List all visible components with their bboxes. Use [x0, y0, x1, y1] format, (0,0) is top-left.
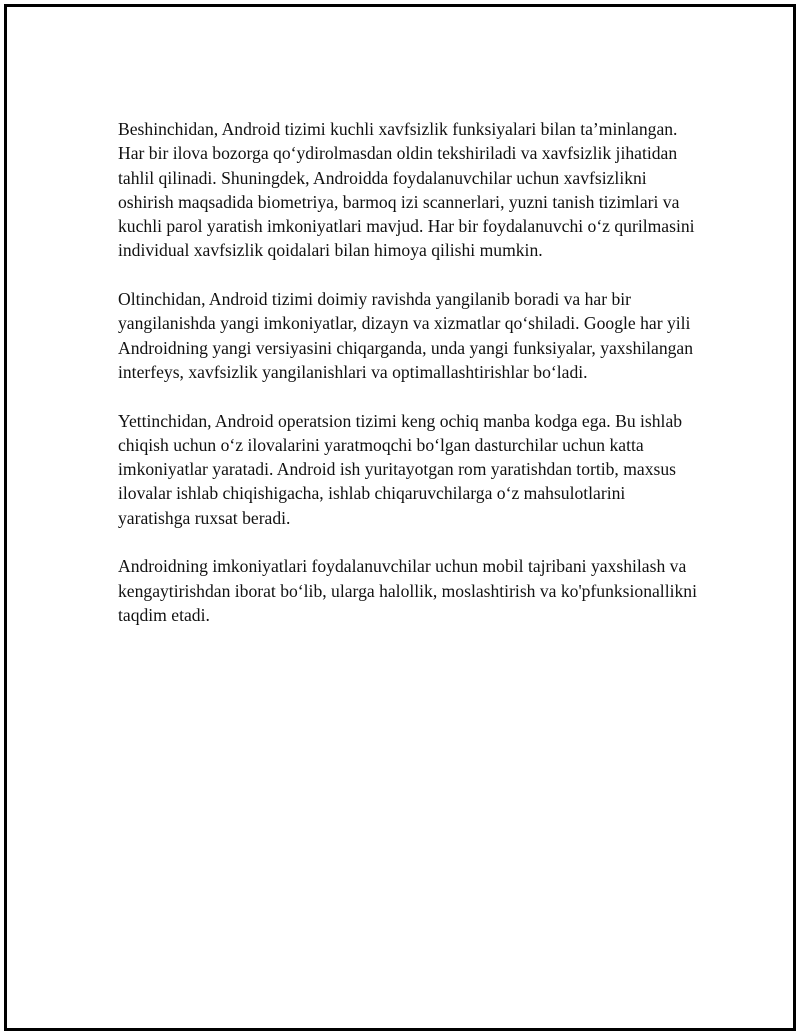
paragraph-security: Beshinchidan, Android tizimi kuchli xavfsizlik funksiyalari bilan ta’minlangan. Har bir ilova bozorga qo‘ydirolmasdan oldin tekshiriladi va xavfsizlik jihatidan tahlil qilinadi. Shuningdek, Androidda foydalanuvchilar uchun xavfsizlikni oshirish maqsadida biometriya, barmoq izi scannerlari, yuzni tanish tizimlari va kuchli parol yaratish imkoniyatlari mavjud. Har bir foydalanuvchi o‘z qurilmasini individual xavfsizlik qoidalari bilan himoya qilishi mumkin.	[118, 119, 695, 261]
paragraph-open-source: Yettinchidan, Android operatsion tizimi keng ochiq manba kodga ega. Bu ishlab chiqish uchun o‘z ilovalarini yaratmoqchi bo‘lgan dasturchilar uchun katta imkoniyatlar yaratadi. Android ish yuritayotgan rom yaratishdan tortib, maxsus ilovalar ishlab chiqishigacha, ishlab chiqaruvchilarga o‘z mahsulotlarini yaratishga ruxsat beradi.	[118, 410, 683, 528]
document-body	[118, 117, 698, 652]
paragraph-updates: Oltinchidan, Android tizimi doimiy ravishda yangilanib boradi va har bir yangilanishda yangi imkoniyatlar, dizayn va xizmatlar qo‘shiladi. Google har yili Androidning yangi versiyasini chiqarganda, unda yangi funksiyalar, yaxshilangan interfeys, xavfsizlik yangilanishlari va optimallashtirishlar bo‘ladi.	[118, 289, 694, 382]
paragraph-conclusion: Androidning imkoniyatlari foydalanuvchilar uchun mobil tajribani yaxshilash va kengaytirishdan iborat bo‘lib, ularga halollik, moslashtirish va ko'pfunksionallikni taqdim etadi.	[118, 556, 697, 625]
